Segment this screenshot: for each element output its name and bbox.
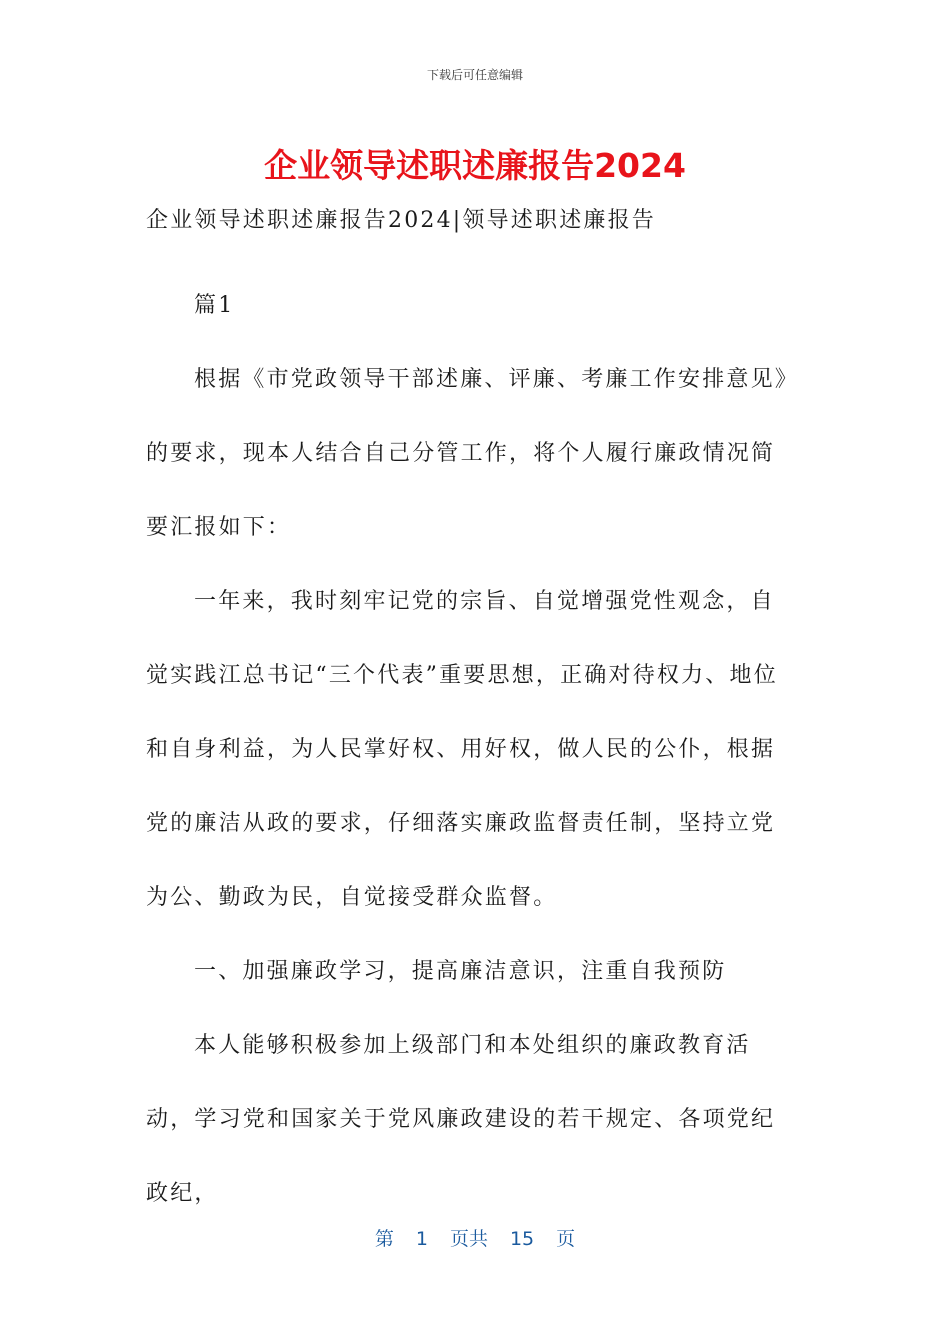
document-subtitle: 企业领导述职述廉报告2024|领导述职述廉报告 [146, 208, 657, 233]
paragraph-study: 本人能够积极参加上级部门和本处组织的廉政教育活动，学习党和国家关于党风廉政建设的若干规定、各项党纪政纪， [146, 1033, 776, 1206]
document-body [146, 195, 796, 1231]
header-note: 下载后可任意编辑 [426, 68, 523, 82]
paragraph-section-label: 篇1 [194, 293, 235, 318]
footer-prefix: 第 [374, 1228, 394, 1250]
paragraph-intro: 根据《市党政领导干部述廉、评廉、考廉工作安排意见》的要求，现本人结合自己分管工作，将个人履行廉政情况简要汇报如下： [146, 367, 789, 540]
paragraph-heading-1: 一、加强廉政学习，提高廉洁意识，注重自我预防 [194, 959, 727, 984]
footer-total-pages: 15 [509, 1228, 535, 1250]
footer-middle: 页共 [449, 1228, 488, 1250]
document-title: 企业领导述职述廉报告2024 [264, 146, 686, 185]
footer-page-number: 1 [415, 1228, 428, 1250]
page-footer [0, 1224, 950, 1251]
paragraph-summary: 一年来，我时刻牢记党的宗旨、自觉增强党性观念，自觉实践江总书记“三个代表”重要思想，正确对待权力、地位和自身利益，为人民掌好权、用好权，做人民的公仆，根据党的廉洁从政的要求，仔细落实廉政监督责任制，坚持立党为公、勤政为民，自觉接受群众监督。 [146, 589, 778, 910]
footer-suffix: 页 [556, 1228, 576, 1250]
